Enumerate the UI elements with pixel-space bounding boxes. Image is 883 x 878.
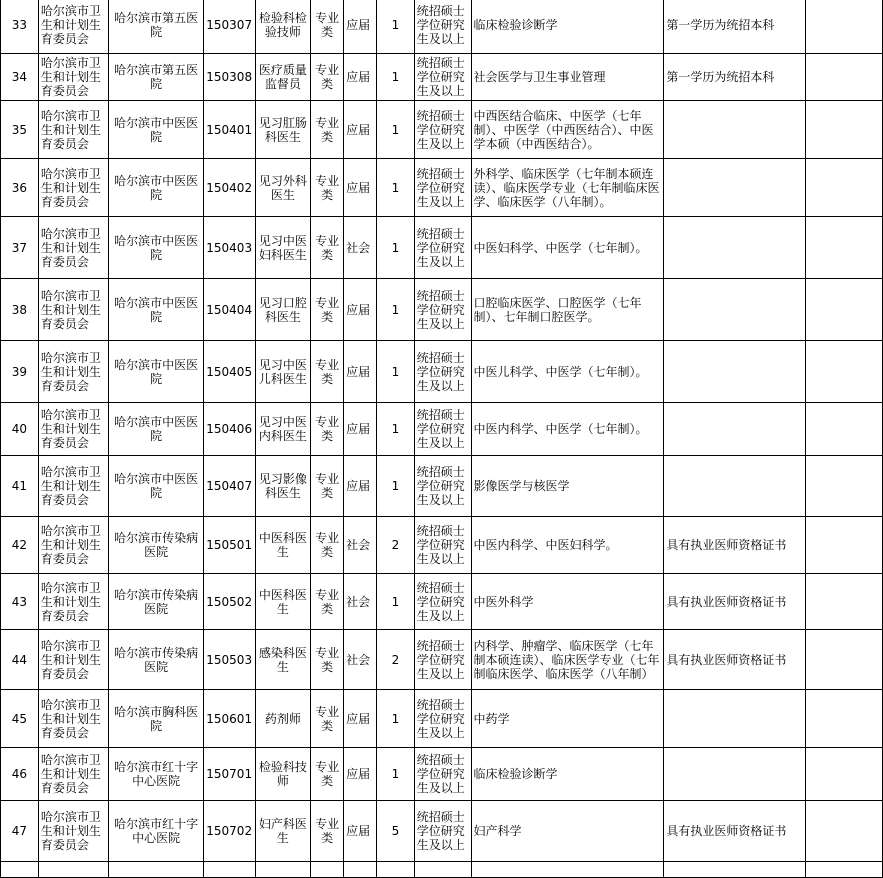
major-cell: 内科学、肿瘤学、临床医学（七年制本硕连读）、临床医学专业（七年制临床医学、临床医学（八年制） (471, 630, 664, 690)
employer-cell: 哈尔滨市中医医院 (109, 456, 203, 517)
row-number: 47 (1, 801, 39, 862)
position-type-cell: 专业类 (311, 630, 344, 690)
education-cell: 统招硕士学位研究生及以上 (414, 748, 471, 801)
position-type-cell: 专业类 (311, 517, 344, 574)
position-code-cell: 150502 (203, 574, 255, 630)
table-body (1, 0, 883, 878)
row-number: 46 (1, 748, 39, 801)
headcount-cell: 1 (376, 0, 414, 54)
candidate-source-cell: 应届 (344, 101, 377, 159)
row-number: 43 (1, 574, 39, 630)
position-code-cell: 150601 (203, 690, 255, 748)
employer-cell: 哈尔滨市红十字中心医院 (109, 748, 203, 801)
row-number: 37 (1, 217, 39, 279)
other-requirements-cell (664, 748, 806, 801)
major-cell: 中医内科学、中医学（七年制）。 (471, 403, 664, 456)
employer-cell: 哈尔滨市胸科医院 (109, 690, 203, 748)
candidate-source-cell: 社会 (344, 574, 377, 630)
major-cell: 影像医学与核医学 (471, 456, 664, 517)
department-cell: 哈尔滨市卫生和计划生育委员会 (38, 159, 109, 217)
blank-cell (806, 517, 883, 574)
table-row (1, 801, 883, 862)
position-name-cell (255, 862, 311, 878)
blank-cell (806, 748, 883, 801)
position-code-cell: 150404 (203, 279, 255, 341)
blank-cell (806, 54, 883, 101)
position-code-cell: 150307 (203, 0, 255, 54)
candidate-source-cell (344, 862, 377, 878)
department-cell: 哈尔滨市卫生和计划生育委员会 (38, 279, 109, 341)
other-requirements-cell: 第一学历为统招本科 (664, 0, 806, 54)
position-type-cell: 专业类 (311, 341, 344, 403)
education-cell: 统招硕士学位研究生及以上 (414, 456, 471, 517)
major-cell: 中医儿科学、中医学（七年制）。 (471, 341, 664, 403)
other-requirements-cell (664, 159, 806, 217)
position-code-cell: 150501 (203, 517, 255, 574)
other-requirements-cell: 具有执业医师资格证书 (664, 517, 806, 574)
blank-cell (806, 574, 883, 630)
position-type-cell: 专业类 (311, 101, 344, 159)
row-number: 36 (1, 159, 39, 217)
row-number: 35 (1, 101, 39, 159)
education-cell: 统招硕士学位研究生及以上 (414, 217, 471, 279)
other-requirements-cell (664, 279, 806, 341)
position-code-cell: 150405 (203, 341, 255, 403)
other-requirements-cell (664, 403, 806, 456)
other-requirements-cell (664, 217, 806, 279)
table-row (1, 159, 883, 217)
position-name-cell: 见习口腔科医生 (255, 279, 311, 341)
headcount-cell: 2 (376, 630, 414, 690)
other-requirements-cell: 具有执业医师资格证书 (664, 574, 806, 630)
candidate-source-cell: 应届 (344, 159, 377, 217)
headcount-cell: 1 (376, 54, 414, 101)
position-type-cell: 专业类 (311, 456, 344, 517)
headcount-cell: 1 (376, 748, 414, 801)
headcount-cell: 1 (376, 341, 414, 403)
department-cell: 哈尔滨市卫生和计划生育委员会 (38, 574, 109, 630)
position-code-cell: 150402 (203, 159, 255, 217)
department-cell: 哈尔滨市卫生和计划生育委员会 (38, 341, 109, 403)
headcount-cell (376, 862, 414, 878)
headcount-cell: 1 (376, 101, 414, 159)
candidate-source-cell: 应届 (344, 54, 377, 101)
candidate-source-cell: 应届 (344, 690, 377, 748)
education-cell: 统招硕士学位研究生及以上 (414, 801, 471, 862)
position-name-cell: 见习肛肠科医生 (255, 101, 311, 159)
table-row (1, 862, 883, 878)
blank-cell (806, 101, 883, 159)
table-row (1, 0, 883, 54)
table-row (1, 456, 883, 517)
major-cell: 中药学 (471, 690, 664, 748)
employer-cell: 哈尔滨市中医医院 (109, 159, 203, 217)
position-type-cell: 专业类 (311, 159, 344, 217)
position-name-cell: 检验科检验技师 (255, 0, 311, 54)
education-cell: 统招硕士学位研究生及以上 (414, 0, 471, 54)
education-cell: 统招硕士学位研究生及以上 (414, 630, 471, 690)
other-requirements-cell: 第一学历为统招本科 (664, 54, 806, 101)
headcount-cell: 1 (376, 159, 414, 217)
position-type-cell: 专业类 (311, 801, 344, 862)
position-name-cell: 见习影像科医生 (255, 456, 311, 517)
major-cell: 中西医结合临床、中医学（七年制）、中医学（中西医结合）、中医学本硕（中西医结合）。 (471, 101, 664, 159)
blank-cell (806, 862, 883, 878)
position-name-cell: 药剂师 (255, 690, 311, 748)
education-cell: 统招硕士学位研究生及以上 (414, 279, 471, 341)
row-number: 40 (1, 403, 39, 456)
major-cell: 临床检验诊断学 (471, 748, 664, 801)
department-cell: 哈尔滨市卫生和计划生育委员会 (38, 101, 109, 159)
education-cell: 统招硕士学位研究生及以上 (414, 54, 471, 101)
position-code-cell: 150503 (203, 630, 255, 690)
table-row (1, 690, 883, 748)
candidate-source-cell: 社会 (344, 630, 377, 690)
headcount-cell: 2 (376, 517, 414, 574)
table-row (1, 403, 883, 456)
blank-cell (806, 217, 883, 279)
headcount-cell: 1 (376, 403, 414, 456)
table-row (1, 101, 883, 159)
table-row (1, 630, 883, 690)
row-number (1, 862, 39, 878)
blank-cell (806, 0, 883, 54)
employer-cell: 哈尔滨市传染病医院 (109, 574, 203, 630)
headcount-cell: 1 (376, 456, 414, 517)
blank-cell (806, 630, 883, 690)
candidate-source-cell: 应届 (344, 801, 377, 862)
table-row (1, 574, 883, 630)
candidate-source-cell: 社会 (344, 217, 377, 279)
employer-cell: 哈尔滨市中医医院 (109, 279, 203, 341)
row-number: 33 (1, 0, 39, 54)
headcount-cell: 1 (376, 217, 414, 279)
education-cell: 统招硕士学位研究生及以上 (414, 403, 471, 456)
blank-cell (806, 279, 883, 341)
employer-cell: 哈尔滨市传染病医院 (109, 517, 203, 574)
candidate-source-cell: 社会 (344, 517, 377, 574)
row-number: 42 (1, 517, 39, 574)
employer-cell: 哈尔滨市中医医院 (109, 403, 203, 456)
blank-cell (806, 159, 883, 217)
table-row (1, 341, 883, 403)
employer-cell: 哈尔滨市中医医院 (109, 217, 203, 279)
headcount-cell: 1 (376, 690, 414, 748)
candidate-source-cell: 应届 (344, 403, 377, 456)
major-cell: 中医外科学 (471, 574, 664, 630)
table-row (1, 748, 883, 801)
other-requirements-cell (664, 101, 806, 159)
employer-cell: 哈尔滨市第五医院 (109, 0, 203, 54)
blank-cell (806, 456, 883, 517)
position-name-cell: 中医科医生 (255, 574, 311, 630)
other-requirements-cell (664, 862, 806, 878)
position-name-cell: 医疗质量监督员 (255, 54, 311, 101)
department-cell: 哈尔滨市卫生和计划生育委员会 (38, 801, 109, 862)
candidate-source-cell: 应届 (344, 341, 377, 403)
position-code-cell: 150403 (203, 217, 255, 279)
education-cell: 统招硕士学位研究生及以上 (414, 690, 471, 748)
education-cell: 统招硕士学位研究生及以上 (414, 517, 471, 574)
position-code-cell: 150308 (203, 54, 255, 101)
employer-cell: 哈尔滨市第五医院 (109, 54, 203, 101)
position-name-cell: 感染科医生 (255, 630, 311, 690)
position-name-cell: 见习中医内科医生 (255, 403, 311, 456)
major-cell: 外科学、临床医学（七年制本硕连读）、临床医学专业（七年制临床医学、临床医学（八年制）。 (471, 159, 664, 217)
department-cell: 哈尔滨市卫生和计划生育委员会 (38, 517, 109, 574)
department-cell: 哈尔滨市卫生和计划生育委员会 (38, 217, 109, 279)
employer-cell: 哈尔滨市传染病医院 (109, 630, 203, 690)
major-cell: 妇产科学 (471, 801, 664, 862)
blank-cell (806, 341, 883, 403)
position-code-cell (203, 862, 255, 878)
education-cell: 统招硕士学位研究生及以上 (414, 341, 471, 403)
education-cell (414, 862, 471, 878)
employer-cell: 哈尔滨市中医医院 (109, 341, 203, 403)
other-requirements-cell (664, 456, 806, 517)
position-code-cell: 150407 (203, 456, 255, 517)
position-code-cell: 150401 (203, 101, 255, 159)
candidate-source-cell: 应届 (344, 279, 377, 341)
position-type-cell: 专业类 (311, 403, 344, 456)
position-type-cell: 专业类 (311, 0, 344, 54)
department-cell (38, 862, 109, 878)
row-number: 41 (1, 456, 39, 517)
row-number: 39 (1, 341, 39, 403)
position-type-cell: 专业类 (311, 748, 344, 801)
other-requirements-cell: 具有执业医师资格证书 (664, 630, 806, 690)
table-row (1, 54, 883, 101)
major-cell (471, 862, 664, 878)
table-row (1, 279, 883, 341)
employer-cell: 哈尔滨市中医医院 (109, 101, 203, 159)
candidate-source-cell: 应届 (344, 456, 377, 517)
position-type-cell: 专业类 (311, 690, 344, 748)
position-type-cell: 专业类 (311, 574, 344, 630)
position-code-cell: 150406 (203, 403, 255, 456)
position-name-cell: 见习外科医生 (255, 159, 311, 217)
position-name-cell: 妇产科医生 (255, 801, 311, 862)
position-type-cell (311, 862, 344, 878)
other-requirements-cell (664, 690, 806, 748)
position-name-cell: 检验科技师 (255, 748, 311, 801)
position-name-cell: 见习中医儿科医生 (255, 341, 311, 403)
row-number: 44 (1, 630, 39, 690)
education-cell: 统招硕士学位研究生及以上 (414, 159, 471, 217)
major-cell: 中医妇科学、中医学（七年制）。 (471, 217, 664, 279)
major-cell: 中医内科学、中医妇科学。 (471, 517, 664, 574)
candidate-source-cell: 应届 (344, 0, 377, 54)
blank-cell (806, 801, 883, 862)
department-cell: 哈尔滨市卫生和计划生育委员会 (38, 0, 109, 54)
other-requirements-cell: 具有执业医师资格证书 (664, 801, 806, 862)
department-cell: 哈尔滨市卫生和计划生育委员会 (38, 748, 109, 801)
department-cell: 哈尔滨市卫生和计划生育委员会 (38, 690, 109, 748)
position-name-cell: 中医科医生 (255, 517, 311, 574)
employer-cell (109, 862, 203, 878)
department-cell: 哈尔滨市卫生和计划生育委员会 (38, 456, 109, 517)
position-code-cell: 150701 (203, 748, 255, 801)
education-cell: 统招硕士学位研究生及以上 (414, 574, 471, 630)
other-requirements-cell (664, 341, 806, 403)
major-cell: 口腔临床医学、口腔医学（七年制）、七年制口腔医学。 (471, 279, 664, 341)
position-type-cell: 专业类 (311, 54, 344, 101)
candidate-source-cell: 应届 (344, 748, 377, 801)
department-cell: 哈尔滨市卫生和计划生育委员会 (38, 54, 109, 101)
education-cell: 统招硕士学位研究生及以上 (414, 101, 471, 159)
headcount-cell: 5 (376, 801, 414, 862)
position-code-cell: 150702 (203, 801, 255, 862)
table-row (1, 217, 883, 279)
row-number: 45 (1, 690, 39, 748)
position-type-cell: 专业类 (311, 279, 344, 341)
blank-cell (806, 403, 883, 456)
table-row (1, 517, 883, 574)
department-cell: 哈尔滨市卫生和计划生育委员会 (38, 403, 109, 456)
row-number: 38 (1, 279, 39, 341)
major-cell: 临床检验诊断学 (471, 0, 664, 54)
employer-cell: 哈尔滨市红十字中心医院 (109, 801, 203, 862)
headcount-cell: 1 (376, 574, 414, 630)
position-type-cell: 专业类 (311, 217, 344, 279)
department-cell: 哈尔滨市卫生和计划生育委员会 (38, 630, 109, 690)
position-name-cell: 见习中医妇科医生 (255, 217, 311, 279)
major-cell: 社会医学与卫生事业管理 (471, 54, 664, 101)
headcount-cell: 1 (376, 279, 414, 341)
blank-cell (806, 690, 883, 748)
row-number: 34 (1, 54, 39, 101)
